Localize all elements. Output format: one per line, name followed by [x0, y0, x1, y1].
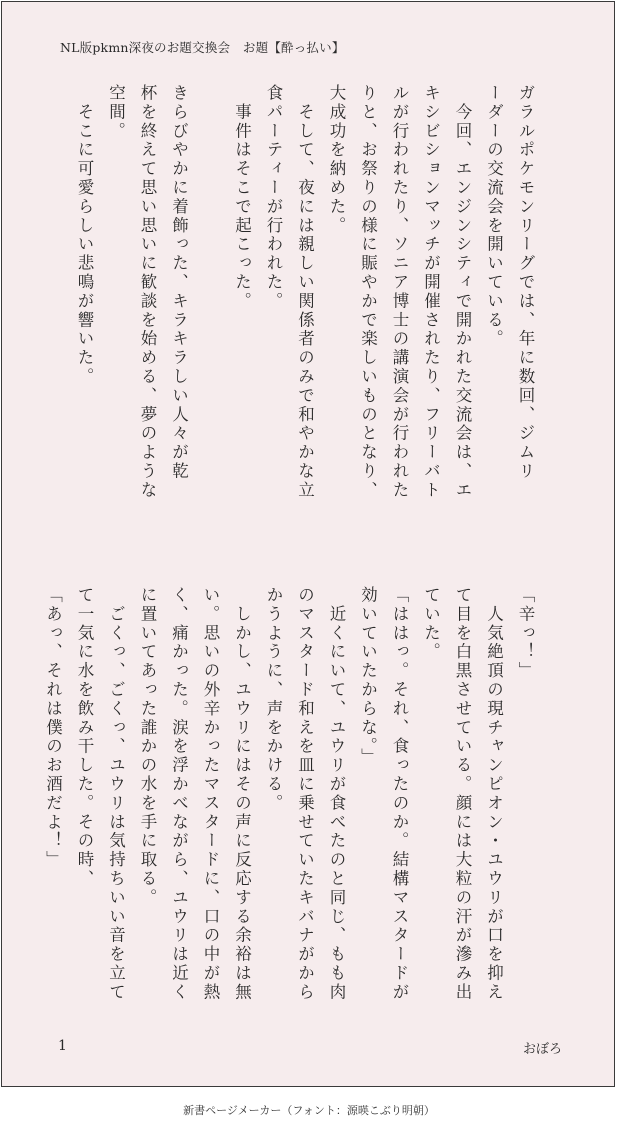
text-line: 「ははっ。それ、食ったのか。結構マスタードが [390, 586, 409, 1002]
page-footer: 新書ページメーカー（フォント：源暎こぶり明朝） [183, 1104, 435, 1117]
text-line: のマスタード和えを皿に乗せていたキバナがから [295, 586, 315, 1002]
text-line: 近くにいて、ユウリが食べたのと同じ、もも肉 [327, 586, 346, 1002]
text-line: 人気絶頂の現チャンピオン・ユウリが口を抑え [484, 586, 504, 1002]
text-line: 食パーティーが行われた。 [264, 84, 283, 311]
author-name: おぼろ [522, 1042, 562, 1057]
text-line: そこに可愛らしい悲鳴が響いた。 [75, 84, 94, 387]
text-line: りと、お祭りの様に賑やかで楽しいものとなり、 [358, 84, 378, 500]
text-line: に置いてあった誰かの水を手に取る。 [138, 586, 157, 908]
text-line: い。思いの外辛かったマスタードに、口の中が熱 [201, 586, 220, 1002]
text-line: 空間。 [106, 84, 126, 141]
text-line: 事件はそこで起こった。 [232, 84, 252, 311]
text-line: キシビションマッチが開催されたり、フリーバト [421, 84, 441, 500]
text-block-bottom [37, 586, 541, 1031]
text-line: ルが行われたり、ソニア博士の講演会が行われた [390, 84, 409, 500]
text-line [195, 84, 227, 529]
text-line: ガラルポケモンリーグでは、年に数回、ジムリ [516, 84, 535, 481]
text-line: かうように、声をかける。 [264, 586, 283, 813]
text-line: て目を白黒させている。顔には大粒の汗が滲み出 [453, 586, 472, 1002]
text-line: 大成功を納めた。 [327, 84, 346, 236]
page-header: NL版pkmn深夜のお題交換会 お題【酔っ払い】 [60, 40, 345, 55]
text-line: 今回、エンジンシティで開かれた交流会は、エ [453, 84, 472, 500]
text-line: しかし、ユウリにはその声に反応する余裕は無 [232, 586, 252, 1002]
text-line: 「辛っ！」 [516, 586, 535, 681]
book-page [1, 1, 615, 1087]
text-line: ーダーの交流会を開いている。 [484, 84, 504, 349]
text-line: 「あっ、それは僕のお酒だよ！」 [43, 586, 63, 870]
text-line: そして、夜には親しい関係者のみで和やかな立 [295, 84, 315, 500]
text-block-top [69, 84, 542, 529]
text-line: ていた。 [421, 586, 441, 662]
text-line: 効いていたからな。」 [358, 586, 378, 767]
page-number: 1 [58, 1038, 67, 1054]
text-line: 杯を終えて思い思いに歓談を始める、夢のような [138, 84, 157, 500]
text-line: く、痛かった。涙を浮かべながら、ユウリは近く [169, 586, 189, 1002]
text-line: ごくっ、ごくっ、ユウリは気持ちいい音を立て [106, 586, 126, 1002]
text-line: て一気に水を飲み干した。その時、 [75, 586, 94, 889]
text-line: きらびやかに着飾った、キラキラしい人々が乾 [169, 84, 189, 481]
